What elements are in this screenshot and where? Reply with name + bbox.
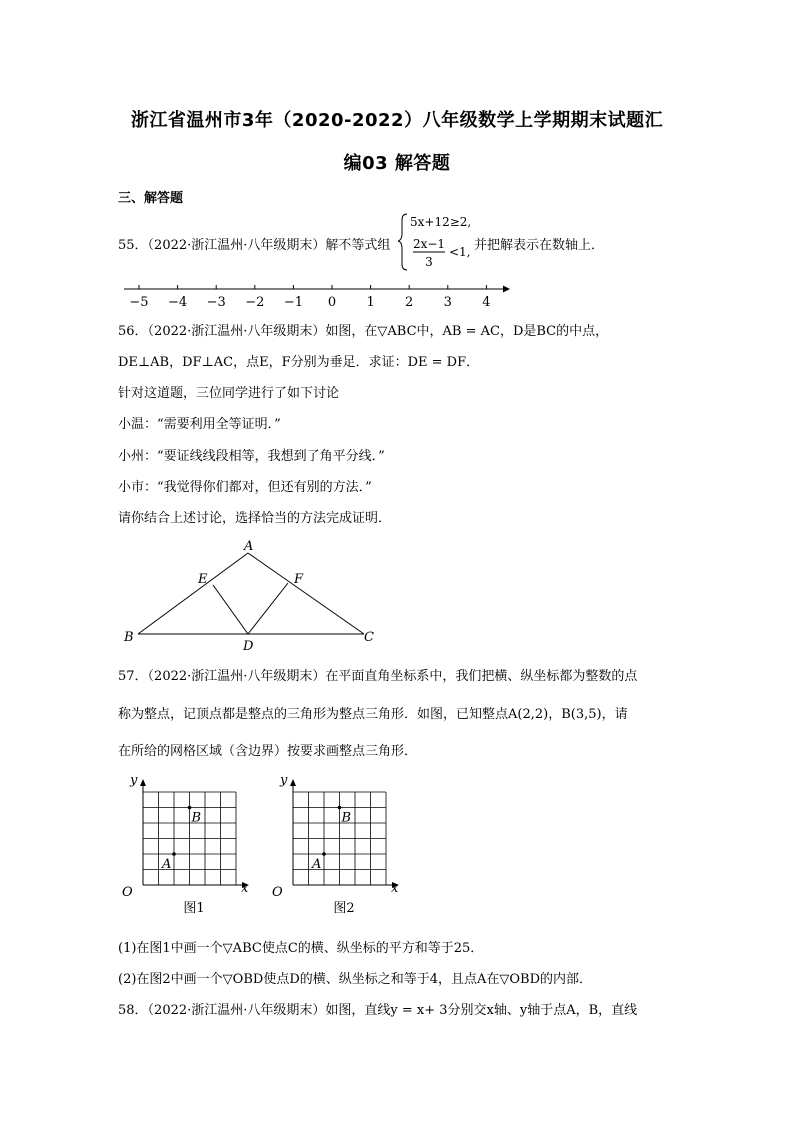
- fig2-caption: 图2: [333, 901, 355, 916]
- q56-line6: 小市：“我觉得你们都对，但还有别的方法．”: [118, 480, 372, 495]
- q57-line3: 在所给的网格区域（含边界）按要求画整点三角形．: [118, 744, 418, 759]
- q56-line5: 小州：“要证线线段相等，我想到了角平分线．”: [118, 449, 385, 464]
- q56-line2: DE⊥AB，DF⊥AC，点E，F分别为垂足．求证：DE = DF．: [118, 355, 480, 370]
- q55-system: [398, 210, 478, 272]
- fig2-origin-label: O: [272, 885, 283, 900]
- segment-de: [213, 585, 248, 634]
- fig2-x-label: x: [391, 881, 399, 896]
- number-line-tick-label: 0: [327, 295, 337, 310]
- number-line-tick-label: −1: [283, 295, 303, 310]
- q55-lead: 55．（2022·浙江温州·八年级期末）解不等式组: [118, 238, 391, 253]
- label-c: C: [364, 630, 374, 645]
- grid-figure-1: [115, 770, 255, 920]
- q55-frac-den: 3: [425, 255, 433, 269]
- fig1-point-a: [172, 852, 176, 856]
- number-line-arrow: [503, 286, 510, 293]
- fig2-y-label: y: [280, 773, 288, 788]
- page-title-line2: 编03 解答题: [343, 153, 451, 174]
- section-heading: 三、解答题: [118, 191, 184, 206]
- fig1-x-label: x: [241, 881, 249, 896]
- segment-ab: [138, 553, 248, 634]
- number-line: [118, 280, 518, 314]
- segment-df: [248, 583, 288, 634]
- q57-line1: 57．（2022·浙江温州·八年级期末）在平面直角坐标系中，我们把横、纵坐标都为整数的点: [118, 669, 638, 684]
- q56-line1: 56．（2022·浙江温州·八年级期末）如图，在▽ABC中，AB = AC，D是BC的中点，: [118, 324, 609, 339]
- q56-line3: 针对这道题，三位同学进行了如下讨论: [118, 386, 340, 401]
- number-line-tick-label: −2: [245, 295, 265, 310]
- brace: [398, 214, 407, 270]
- number-line-tick-label: 2: [405, 295, 414, 310]
- fig1-y-label: y: [130, 773, 138, 788]
- number-line-tick-label: 4: [482, 295, 491, 310]
- fig1-origin-label: O: [122, 885, 133, 900]
- q57-part1: (1)在图1中画一个▽ABC使点C的横、纵坐标的平方和等于25．: [118, 941, 484, 956]
- fig1-point-b: [188, 806, 192, 810]
- grid-figure-2: [265, 770, 405, 920]
- number-line-tick-label: 3: [443, 295, 452, 310]
- segment-ac: [248, 553, 364, 634]
- number-line-tick-label: −4: [168, 295, 188, 310]
- fig2-label-a: A: [312, 857, 322, 872]
- y-axis-arrow: [140, 779, 146, 786]
- label-e: E: [198, 572, 208, 587]
- label-a: A: [244, 539, 254, 554]
- fig1-caption: 图1: [183, 901, 205, 916]
- q55-ineq2-tail: <1,: [449, 245, 471, 259]
- q55-frac-num: 2x−1: [412, 237, 446, 251]
- q58-line1: 58．（2022·浙江温州·八年级期末）如图，直线y = x+ 3分别交x轴、y轴于点A，B，直线: [118, 1003, 638, 1018]
- number-line-tick-label: −3: [206, 295, 226, 310]
- page-title-line1: 浙江省温州市3年（2020-2022）八年级数学上学期期末试题汇: [130, 110, 664, 131]
- q55-tail: 并把解表示在数轴上．: [474, 238, 605, 253]
- number-line-tick-label: −5: [129, 295, 149, 310]
- q56-line4: 小温：“需要利用全等证明．”: [118, 417, 281, 432]
- label-d: D: [243, 639, 254, 654]
- fig2-point-a: [322, 852, 326, 856]
- fig2-label-b: B: [341, 810, 352, 826]
- label-b: B: [124, 630, 134, 645]
- number-line-tick-label: 1: [366, 295, 375, 310]
- label-f: F: [294, 572, 304, 587]
- fig1-label-b: B: [191, 810, 202, 826]
- q57-part2: (2)在图2中画一个▽OBD使点D的横、纵坐标之和等于4，且点A在▽OBD的内部．: [118, 972, 593, 987]
- triangle-figure: [120, 538, 380, 656]
- y-axis-arrow: [290, 779, 296, 786]
- q55-ineq1: 5x+12≥2,: [410, 215, 472, 229]
- q56-line7: 请你结合上述讨论，选择恰当的方法完成证明．: [118, 511, 392, 526]
- q57-line2: 称为整点，记顶点都是整点的三角形为整点三角形．如图，已知整点A(2,2)，B(3,5)，请: [118, 707, 628, 722]
- fig2-point-b: [338, 806, 342, 810]
- fig1-label-a: A: [162, 857, 172, 872]
